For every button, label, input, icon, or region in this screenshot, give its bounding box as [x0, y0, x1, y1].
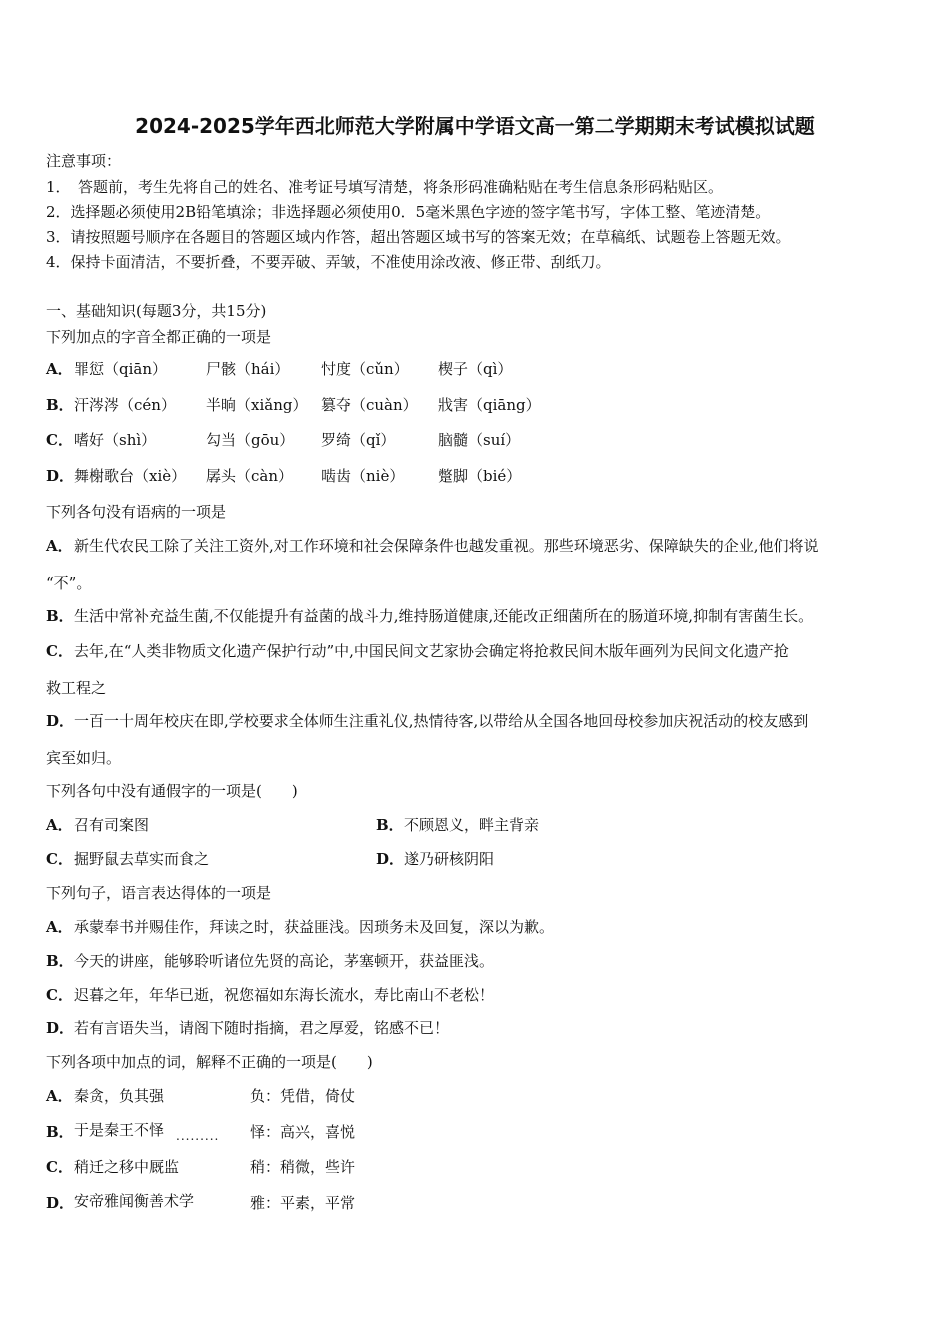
- option-label: C．: [46, 431, 73, 449]
- option-item: 汗涔涔（cén）: [74, 396, 176, 414]
- option-text-cont: 宾至如归。: [46, 749, 122, 767]
- option-text: 迟暮之年，年华已逝，祝您福如东海长流水，寿比南山不老松！: [74, 986, 495, 1004]
- option-item: 蹩脚（bié）: [438, 467, 522, 485]
- option-text: 安帝雅闻衡善术学: [74, 1192, 195, 1210]
- option-text-cont: 救工程之: [46, 679, 107, 697]
- option-label: B．: [46, 952, 74, 970]
- option-label: B．: [46, 1123, 74, 1141]
- notice-item: 1． 答题前，考生先将自己的姓名、准考证号填写清楚，将条形码准确粘贴在考生信息条形码粘贴区。: [46, 178, 724, 196]
- notice-heading: 注意事项：: [46, 152, 122, 170]
- notice-item: 3．请按照题号顺序在各题目的答题区域内作答，超出答题区域书写的答案无效；在草稿纸、试题卷上答题无效。: [46, 228, 791, 246]
- question-stem: 下列句子，语言表达得体的一项是: [46, 884, 272, 902]
- emphasis-dots: .........: [176, 1129, 220, 1143]
- option-explanation: 怿：高兴，喜悦: [250, 1123, 356, 1141]
- option-item: 篡夺（cuàn）: [321, 396, 418, 414]
- option-explanation: 雅：平素，平常: [250, 1194, 356, 1212]
- notice-item: 2．选择题必须使用2B铅笔填涂；非选择题必须使用0．5毫米黑色字迹的签字笔书写，字体工整、笔迹清楚。: [46, 203, 771, 221]
- option-item: 尸骸（hái）: [206, 360, 290, 378]
- option-item: 啮齿（niè）: [321, 467, 405, 485]
- option-label: A．: [46, 537, 73, 555]
- question-stem: 下列加点的字音全都正确的一项是: [46, 328, 272, 346]
- page-title: 2024-2025学年西北师范大学附属中学语文高一第二学期期末考试模拟试题: [135, 114, 815, 138]
- option-text: 不顾恩义，畔主背亲: [404, 816, 540, 834]
- option-item: 罗绮（qǐ）: [321, 431, 396, 449]
- option-label: C．: [46, 850, 73, 868]
- option-text: 遂乃研核阴阳: [404, 850, 495, 868]
- option-text: 秦贪，负其强: [74, 1087, 165, 1105]
- option-item: 罪愆（qiān）: [74, 360, 168, 378]
- option-label: D．: [46, 1194, 75, 1212]
- option-text: 生活中常补充益生菌,不仅能提升有益菌的战斗力,维持肠道健康,还能改正细菌所在的肠道环境,抑制有害菌生长。: [74, 607, 814, 625]
- option-label: B．: [46, 396, 74, 414]
- option-text: 召有司案图: [74, 816, 150, 834]
- option-text: 掘野鼠去草实而食之: [74, 850, 210, 868]
- option-explanation: 稍：稍微，些许: [250, 1158, 356, 1176]
- option-label: C．: [46, 1158, 73, 1176]
- option-label: C．: [46, 986, 73, 1004]
- option-item: 忖度（cǔn）: [321, 360, 409, 378]
- option-text: 新生代农民工除了关注工资外,对工作环境和社会保障条件也越发重视。那些环境恶劣、保障缺失的企业,他们将说: [74, 537, 819, 555]
- option-item: 戕害（qiāng）: [438, 396, 541, 414]
- option-item: 勾当（gōu）: [206, 431, 295, 449]
- option-text: 今天的讲座，能够聆听诸位先贤的高论，茅塞顿开，获益匪浅。: [74, 952, 495, 970]
- option-label: C．: [46, 642, 73, 660]
- option-label: A．: [46, 360, 73, 378]
- option-label: D．: [376, 850, 405, 868]
- section-heading: 一、基础知识(每题3分，共15分): [46, 302, 267, 320]
- option-item: 舞榭歌台（xiè）: [74, 467, 187, 485]
- question-stem: 下列各句没有语病的一项是: [46, 503, 227, 521]
- question-stem: 下列各句中没有通假字的一项是( ): [46, 782, 298, 800]
- option-text: 若有言语失当，请阁下随时指摘，君之厚爱，铭感不已！: [74, 1019, 450, 1037]
- option-label: A．: [46, 1087, 73, 1105]
- option-explanation: 负：凭借，倚仗: [250, 1087, 356, 1105]
- option-item: 脑髓（suí）: [438, 431, 521, 449]
- option-text: 一百一十周年校庆在即,学校要求全体师生注重礼仪,热情待客,以带给从全国各地回母校参加庆祝活动的校友感到: [74, 712, 809, 730]
- question-stem: 下列各项中加点的词，解释不正确的一项是( ): [46, 1053, 373, 1071]
- option-item: 半晌（xiǎng）: [206, 396, 308, 414]
- option-item: 楔子（qì）: [438, 360, 513, 378]
- option-item: 嗜好（shì）: [74, 431, 157, 449]
- option-text: 于是秦王不怿: [74, 1121, 165, 1139]
- notice-item: 4．保持卡面清洁，不要折叠，不要弄破、弄皱，不准使用涂改液、修正带、刮纸刀。: [46, 253, 611, 271]
- option-text: 承蒙奉书并赐佳作，拜读之时，获益匪浅。因琐务未及回复，深以为歉。: [74, 918, 555, 936]
- option-text: 稍迁之移中厩监: [74, 1158, 180, 1176]
- option-label: B．: [46, 607, 74, 625]
- option-label: A．: [46, 918, 73, 936]
- option-label: B．: [376, 816, 404, 834]
- option-text: 去年,在“人类非物质文化遗产保护行动”中,中国民间文艺家协会确定将抢救民间木版年画列为民间文化遗产抢: [74, 642, 789, 660]
- option-label: D．: [46, 467, 75, 485]
- option-item: 孱头（càn）: [206, 467, 294, 485]
- option-label: A．: [46, 816, 73, 834]
- option-label: D．: [46, 712, 75, 730]
- option-text-cont: “不”。: [46, 574, 92, 592]
- option-label: D．: [46, 1019, 75, 1037]
